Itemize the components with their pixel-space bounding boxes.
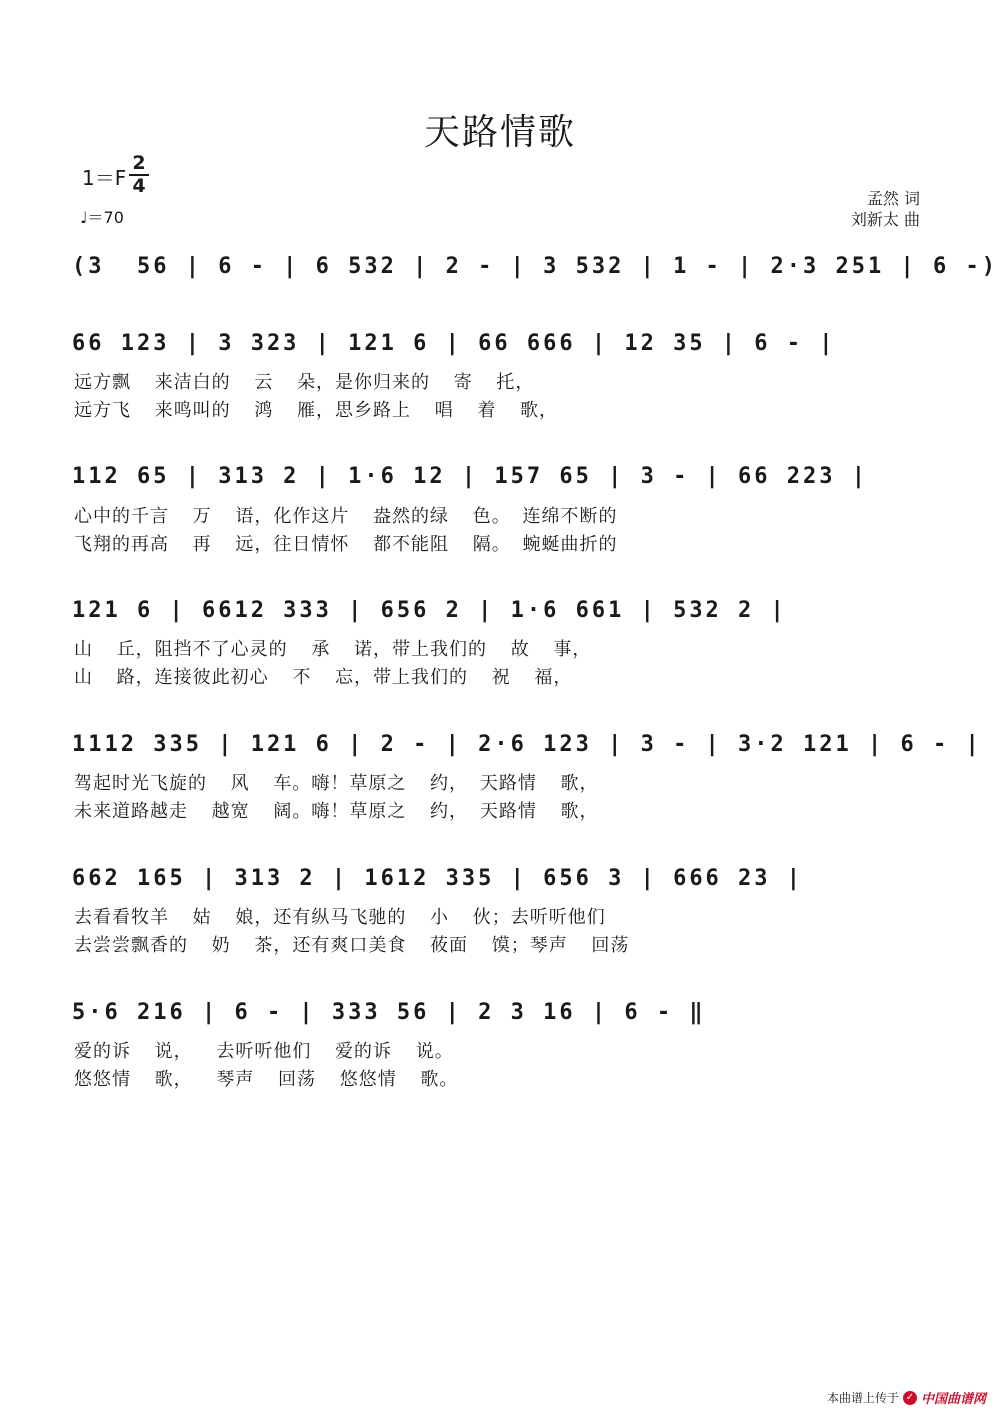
site-logo-icon: ✓ bbox=[903, 1391, 917, 1405]
time-signature-top: 2 bbox=[132, 152, 146, 174]
notation-line: 662 165 | 313 2 | 1612 335 | 656 3 | 666 23 | bbox=[72, 866, 804, 891]
notation-line: 121 6 | 6612 333 | 656 2 | 1·6 661 | 532 2 | bbox=[72, 598, 787, 623]
footer-text: 本曲谱上传于 bbox=[826, 1391, 899, 1405]
lyric-verse-2: 山 路，连接彼此初心 不 忘，带上我们的 祝 福， bbox=[74, 667, 573, 688]
lyric-verse-2: 去尝尝飘香的 奶 茶，还有爽口美食 莜面 馍；琴声 回荡 bbox=[74, 935, 630, 956]
lyric-verse-1: 去看看牧羊 姑 娘，还有纵马飞驰的 小 伙；去听听他们 bbox=[74, 907, 606, 928]
lyricist-credit: 孟然 词 bbox=[866, 189, 920, 208]
lyric-verse-1: 远方飘 来洁白的 云 朵，是你归来的 寄 托， bbox=[74, 372, 535, 393]
lyric-verse-2: 未来道路越走 越宽 阔。嗨！草原之 约， 天路情 歌， bbox=[74, 801, 599, 822]
time-signature-bottom: 4 bbox=[132, 175, 146, 197]
time-signature bbox=[128, 153, 150, 197]
site-logo-text[interactable]: 中国曲谱网 bbox=[920, 1392, 986, 1407]
notation-line-final: 5·6 216 | 6 - | 333 56 | 2 3 16 | 6 - ‖ bbox=[72, 1000, 706, 1025]
composer-credit: 刘新太 曲 bbox=[850, 210, 920, 229]
notation-line: 66 123 | 3 323 | 121 6 | 66 666 | 12 35 | 6 - | bbox=[72, 331, 836, 356]
lyric-verse-1: 驾起时光飞旋的 风 车。嗨！草原之 约， 天路情 歌， bbox=[74, 773, 599, 794]
notation-line: 112 65 | 313 2 | 1·6 12 | 157 65 | 3 - | 66 223 | bbox=[72, 464, 869, 489]
lyric-verse-2: 远方飞 来鸣叫的 鸿 雁，思乡路上 唱 着 歌， bbox=[74, 400, 559, 421]
lyric-verse-1: 山 丘，阻挡不了心灵的 承 诺，带上我们的 故 事， bbox=[74, 639, 592, 660]
lyric-verse-2: 悠悠情 歌， 琴声 回荡 悠悠情 歌。 bbox=[74, 1069, 459, 1090]
lyric-verse-1: 爱的诉 说， 去听听他们 爱的诉 说。 bbox=[74, 1041, 454, 1062]
page-title: 天路情歌 bbox=[423, 112, 576, 153]
footer-credit bbox=[827, 1388, 986, 1407]
lyric-verse-1: 心中的千言 万 语，化作这片 盎然的绿 色。 连绵不断的 bbox=[74, 506, 618, 527]
key-signature: 1＝F bbox=[82, 166, 127, 190]
notation-line: 1112 335 | 121 6 | 2 - | 2·6 123 | 3 - | 3·2 121 | 6 - | bbox=[72, 732, 982, 757]
tempo-marking: ♩＝70 bbox=[80, 208, 124, 227]
notation-line-intro: (3 56 | 6 - | 6 532 | 2 - | 3 532 | 1 - | 2·3 251 | 6 -) bbox=[72, 254, 998, 279]
lyric-verse-2: 飞翔的再高 再 远，往日情怀 都不能阻 隔。 蜿蜒曲折的 bbox=[74, 534, 618, 555]
credits bbox=[851, 188, 920, 230]
